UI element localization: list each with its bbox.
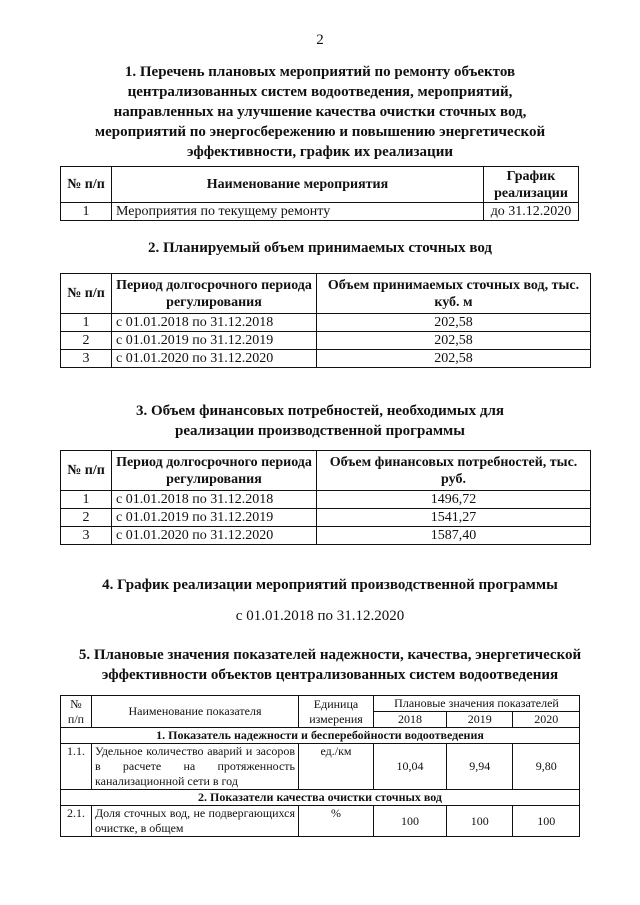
section3-heading: 3. Объем финансовых потребностей, необходимых для реализации производственной программы — [135, 403, 505, 439]
financial-needs-table — [60, 450, 591, 545]
col-period-header: Период долгосрочного периода регулирования — [112, 274, 317, 314]
col-year-2019: 2019 — [446, 712, 513, 728]
col-name-header: Наименование мероприятия — [112, 167, 484, 203]
table-row — [61, 491, 591, 509]
cell-value: 1541,27 — [317, 509, 591, 527]
col-unit-header: Единица измерения — [299, 696, 374, 728]
cell-value-2019: 100 — [446, 806, 513, 837]
cell-num: 1 — [61, 491, 112, 509]
section4-period: с 01.01.2018 по 31.12.2020 — [235, 608, 405, 624]
cell-period: с 01.01.2020 по 31.12.2020 — [112, 527, 317, 545]
cell-value: 1587,40 — [317, 527, 591, 545]
group-reliability: 1. Показатель надежности и бесперебойности водоотведения — [61, 728, 580, 744]
table-row — [61, 314, 591, 332]
cell-num: 3 — [61, 527, 112, 545]
col-period-header: Период долгосрочного периода регулирования — [112, 451, 317, 491]
col-num-header: № п/п — [61, 274, 112, 314]
table-row — [61, 806, 580, 837]
col-indicator-header: Наименование показателя — [92, 696, 299, 728]
section4-heading: 4. График реализации мероприятий производственной программы — [102, 577, 558, 593]
cell-value-2019: 9,94 — [446, 744, 513, 790]
cell-num: 2.1. — [61, 806, 92, 837]
group-treatment-quality: 2. Показатели качества очистки сточных вод — [61, 790, 580, 806]
cell-value-2018: 10,04 — [374, 744, 447, 790]
cell-value: 202,58 — [317, 314, 591, 332]
wastewater-volume-table — [60, 273, 591, 368]
col-planned-header: Плановые значения показателей — [374, 696, 580, 712]
cell-period: с 01.01.2020 по 31.12.2020 — [112, 350, 317, 368]
cell-period: с 01.01.2018 по 31.12.2018 — [112, 314, 317, 332]
table-row — [61, 203, 579, 221]
cell-num: 3 — [61, 350, 112, 368]
cell-value-2020: 9,80 — [513, 744, 580, 790]
cell-num: 1.1. — [61, 744, 92, 790]
col-year-2018: 2018 — [374, 712, 447, 728]
col-volume-header: Объем принимаемых сточных вод, тыс. куб. м — [317, 274, 591, 314]
col-year-2020: 2020 — [513, 712, 580, 728]
table-row — [61, 509, 591, 527]
cell-unit: ед./км — [299, 744, 374, 790]
cell-num: 2 — [61, 332, 112, 350]
col-schedule-header: График реализации — [484, 167, 579, 203]
cell-num: 1 — [61, 203, 112, 221]
cell-value-2018: 100 — [374, 806, 447, 837]
cell-value: 202,58 — [317, 332, 591, 350]
cell-num: 2 — [61, 509, 112, 527]
table-row — [61, 744, 580, 790]
page-number: 2 — [316, 32, 324, 48]
cell-indicator: Удельное количество аварий и засоров в расчете на протяженность канализационной сети в год — [92, 744, 299, 790]
measures-table — [60, 166, 579, 221]
cell-value-2020: 100 — [513, 806, 580, 837]
section2-heading: 2. Планируемый объем принимаемых сточных вод — [147, 240, 493, 256]
table-row — [61, 332, 591, 350]
col-num-header: № п/п — [61, 167, 112, 203]
indicators-table — [60, 695, 580, 837]
cell-value: 1496,72 — [317, 491, 591, 509]
col-num-header: № п/п — [61, 451, 112, 491]
cell-name: Мероприятия по текущему ремонту — [112, 203, 484, 221]
col-finance-header: Объем финансовых потребностей, тыс. руб. — [317, 451, 591, 491]
section5-heading: 5. Плановые значения показателей надежности, качества, энергетической эффективности объектов централизованных систем водоотведения — [78, 647, 582, 683]
cell-value: 202,58 — [317, 350, 591, 368]
cell-period: с 01.01.2019 по 31.12.2019 — [112, 332, 317, 350]
cell-unit: % — [299, 806, 374, 837]
section1-heading: 1. Перечень плановых мероприятий по ремонту объектов централизованных систем водоотведения, мероприятий, направленных на улучшение качества очистки сточных вод, мероприятий по энергосбережению и повышению энергетической эффективности, график их реализации — [94, 64, 546, 160]
cell-schedule: до 31.12.2020 — [484, 203, 579, 221]
table-row — [61, 527, 591, 545]
cell-num: 1 — [61, 314, 112, 332]
table-row — [61, 350, 591, 368]
cell-period: с 01.01.2018 по 31.12.2018 — [112, 491, 317, 509]
cell-indicator: Доля сточных вод, не подвергающихся очистке, в общем — [92, 806, 299, 837]
cell-period: с 01.01.2019 по 31.12.2019 — [112, 509, 317, 527]
col-num-header: № п/п — [61, 696, 92, 728]
